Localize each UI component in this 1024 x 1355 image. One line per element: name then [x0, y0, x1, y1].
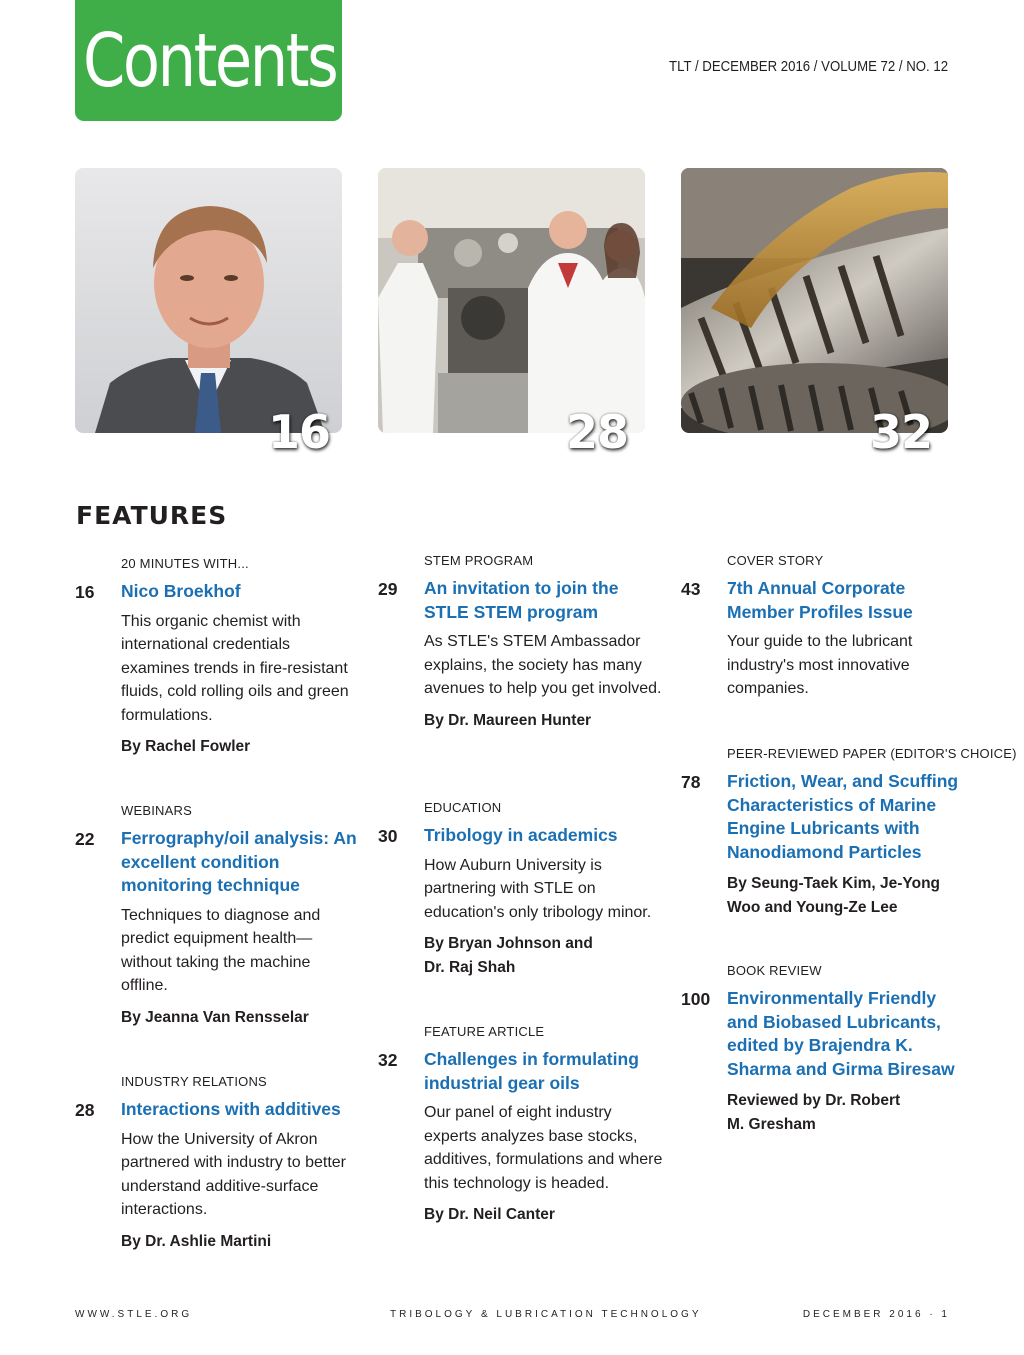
photo-page-number: 28: [566, 405, 629, 459]
feature-entry[interactable]: [378, 1024, 664, 1227]
entry-title-link[interactable]: Friction, Wear, and Scuffing Characteristics of Marine Engine Lubricants with Nanodiamond Particles: [727, 771, 959, 862]
feature-photo-lab[interactable]: [378, 168, 645, 433]
entry-title-link[interactable]: Challenges in formulating industrial gear oils: [424, 1049, 639, 1093]
feature-entry[interactable]: [75, 803, 361, 1029]
entry-kicker: STEM PROGRAM: [424, 553, 534, 568]
footer-date-page: DECEMBER 2016 · 1: [802, 1309, 950, 1320]
entry-page-number: 29: [378, 579, 398, 599]
entry-page-number: 28: [75, 1100, 95, 1120]
feature-entry[interactable]: [681, 746, 1017, 919]
photo-page-number: 32: [870, 405, 933, 459]
entry-kicker: 20 MINUTES WITH...: [121, 556, 249, 571]
entry-page-number: 100: [681, 989, 711, 1009]
entry-title-link[interactable]: 7th Annual Corporate Member Profiles Issue: [727, 578, 913, 622]
entry-description: How Auburn University is partnering with STLE on education's only tribology minor.: [424, 856, 652, 921]
entry-byline: By Seung-Taek Kim, Je-Yong Woo and Young-Ze Lee: [727, 875, 941, 916]
entry-byline: By Rachel Fowler: [121, 738, 251, 755]
footer-publication: TRIBOLOGY & LUBRICATION TECHNOLOGY: [390, 1309, 702, 1320]
entry-byline: By Dr. Maureen Hunter: [424, 711, 592, 729]
entry-description: Techniques to diagnose and predict equipment health—without taking the machine offline.: [121, 906, 321, 994]
feature-entry[interactable]: [75, 556, 361, 759]
entry-title-link[interactable]: Tribology in academics: [424, 825, 618, 845]
page-title: Contents: [83, 18, 337, 104]
feature-photo-portrait[interactable]: [75, 168, 342, 433]
entry-byline: By Dr. Neil Canter: [424, 1206, 555, 1223]
entry-page-number: 16: [75, 582, 95, 602]
feature-entry[interactable]: [378, 800, 664, 979]
entry-kicker: INDUSTRY RELATIONS: [121, 1074, 267, 1089]
feature-photo-gear[interactable]: [681, 168, 948, 433]
entry-title-link[interactable]: Nico Broekhof: [121, 581, 241, 601]
entry-kicker: EDUCATION: [424, 800, 502, 815]
entry-page-number: 78: [681, 772, 701, 792]
entry-kicker: FEATURE ARTICLE: [424, 1024, 545, 1039]
entry-page-number: 30: [378, 826, 398, 846]
feature-entry[interactable]: [681, 553, 967, 701]
entry-title-link[interactable]: Interactions with additives: [121, 1099, 341, 1119]
lab-group-icon: [378, 168, 645, 433]
feature-entry[interactable]: [681, 963, 967, 1136]
issue-info: TLT / DECEMBER 2016 / VOLUME 72 / NO. 12: [668, 58, 948, 75]
entry-byline: By Jeanna Van Rensselar: [121, 1008, 309, 1026]
contents-banner: [75, 0, 342, 121]
entry-title-link[interactable]: An invitation to join the STLE STEM program: [424, 578, 619, 622]
footer-website[interactable]: WWW.STLE.ORG: [75, 1309, 193, 1320]
section-heading: FEATURES: [76, 501, 228, 530]
entry-description: How the University of Akron partnered with industry to better understand additive-surface interactions.: [121, 1130, 347, 1218]
entry-description: Your guide to the lubricant industry's most innovative companies.: [727, 633, 913, 697]
entry-description: As STLE's STEM Ambassador explains, the society has many avenues to help you get involved.: [424, 633, 662, 697]
entry-page-number: 43: [681, 579, 701, 599]
entry-page-number: 22: [75, 829, 95, 849]
entry-kicker: PEER-REVIEWED PAPER (EDITOR'S CHOICE): [727, 746, 1017, 761]
entry-title-link[interactable]: Ferrography/oil analysis: An excellent condition monitoring technique: [121, 828, 357, 895]
entry-description: This organic chemist with international credentials examines trends in fire-resistant fluids, cold rolling oils and green formulations.: [121, 612, 349, 724]
entry-title-link[interactable]: Environmentally Friendly and Biobased Lubricants, edited by Brajendra K. Sharma and Girma Biresaw: [727, 988, 955, 1079]
entry-kicker: BOOK REVIEW: [727, 963, 822, 978]
entry-description: Our panel of eight industry experts analyzes base stocks, additives, formulations and where this technology is headed.: [424, 1104, 663, 1192]
gear-oil-icon: [681, 168, 948, 433]
entry-byline: By Dr. Ashlie Martini: [121, 1232, 272, 1250]
feature-entry[interactable]: [75, 1074, 361, 1253]
entry-byline: By Bryan Johnson and Dr. Raj Shah: [424, 935, 593, 976]
entry-page-number: 32: [378, 1050, 398, 1070]
photo-page-number: 16: [268, 405, 331, 459]
entry-kicker: COVER STORY: [727, 553, 824, 568]
portrait-icon: [75, 168, 342, 433]
feature-entry[interactable]: [378, 553, 664, 732]
entry-kicker: WEBINARS: [121, 803, 192, 818]
entry-byline: Reviewed by Dr. Robert M. Gresham: [727, 1092, 901, 1133]
